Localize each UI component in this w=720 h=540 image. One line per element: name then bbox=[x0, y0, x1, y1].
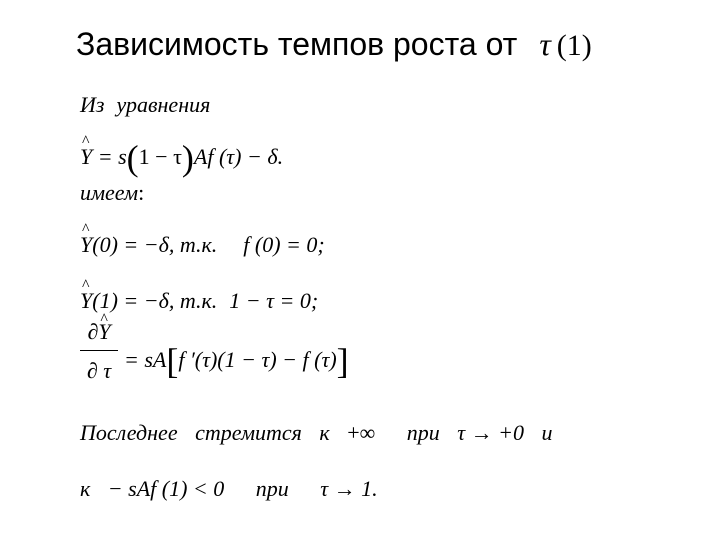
main-eq-lhs: ^ Y bbox=[80, 146, 92, 168]
fraction-bar bbox=[80, 350, 118, 351]
eq1-rhs: (1) = −δ, т.к. bbox=[92, 288, 218, 313]
conclusion1-w1: Последнее bbox=[80, 420, 178, 445]
eq0-condition: f (0) = 0; bbox=[243, 232, 325, 257]
have-line bbox=[80, 182, 144, 204]
eq0-lhs: ^ Y bbox=[80, 234, 92, 256]
deriv-rhs-a: = sA bbox=[124, 347, 167, 372]
have-word: имеем bbox=[80, 180, 139, 205]
conclusion1-w5: при bbox=[406, 420, 440, 445]
intro-from: Из bbox=[80, 92, 105, 117]
conclusion1-w6: τ → +0 bbox=[457, 420, 525, 445]
main-eq-rhs-a: = s bbox=[92, 144, 127, 169]
conclusion2-w1: к bbox=[80, 476, 91, 501]
intro-line bbox=[80, 94, 210, 116]
derivative-fraction bbox=[80, 318, 118, 385]
numerator-y: ^ Y bbox=[98, 318, 110, 346]
conclusion2-w4: τ → 1. bbox=[320, 476, 378, 501]
main-eq-rest: Af (τ) − δ. bbox=[193, 144, 284, 169]
deriv-body: f ′(τ)(1 − τ) − f (τ) bbox=[178, 347, 337, 372]
main-eq-inner: 1 − τ bbox=[138, 144, 182, 169]
conclusion2-w2: − sAf (1) < 0 bbox=[107, 476, 225, 501]
slide-title bbox=[76, 26, 592, 63]
deriv-bracket-open: [ bbox=[166, 341, 179, 381]
title-tau-symbol: τ bbox=[539, 26, 551, 62]
have-colon: : bbox=[138, 180, 145, 205]
fraction-denominator: ∂ τ bbox=[86, 358, 112, 383]
title-text: Зависимость темпов роста от bbox=[76, 26, 518, 62]
eq1-lhs: ^ Y bbox=[80, 290, 92, 312]
main-eq-paren-open: ( bbox=[126, 138, 139, 178]
conclusion1-w7: и bbox=[541, 420, 553, 445]
numerator-partial: ∂ bbox=[87, 319, 99, 344]
conclusion2-w3: при bbox=[255, 476, 289, 501]
fraction-numerator bbox=[80, 318, 118, 346]
eq1-condition: 1 − τ = 0; bbox=[229, 288, 319, 313]
conclusion-line-2 bbox=[80, 478, 378, 500]
conclusion1-w2: стремится bbox=[195, 420, 302, 445]
derivative-equation bbox=[124, 343, 349, 379]
main-eq-paren-close: ) bbox=[181, 138, 194, 178]
title-argument: (1) bbox=[556, 29, 592, 62]
deriv-bracket-close: ] bbox=[336, 341, 349, 381]
intro-equation-word: уравнения bbox=[116, 92, 211, 117]
conclusion-line-1 bbox=[80, 422, 553, 444]
equation-one bbox=[80, 290, 318, 312]
conclusion1-w3: к bbox=[319, 420, 330, 445]
equation-zero bbox=[80, 234, 325, 256]
eq0-rhs: (0) = −δ, т.к. bbox=[92, 232, 218, 257]
conclusion1-w4: +∞ bbox=[347, 420, 376, 445]
main-equation bbox=[80, 140, 283, 176]
